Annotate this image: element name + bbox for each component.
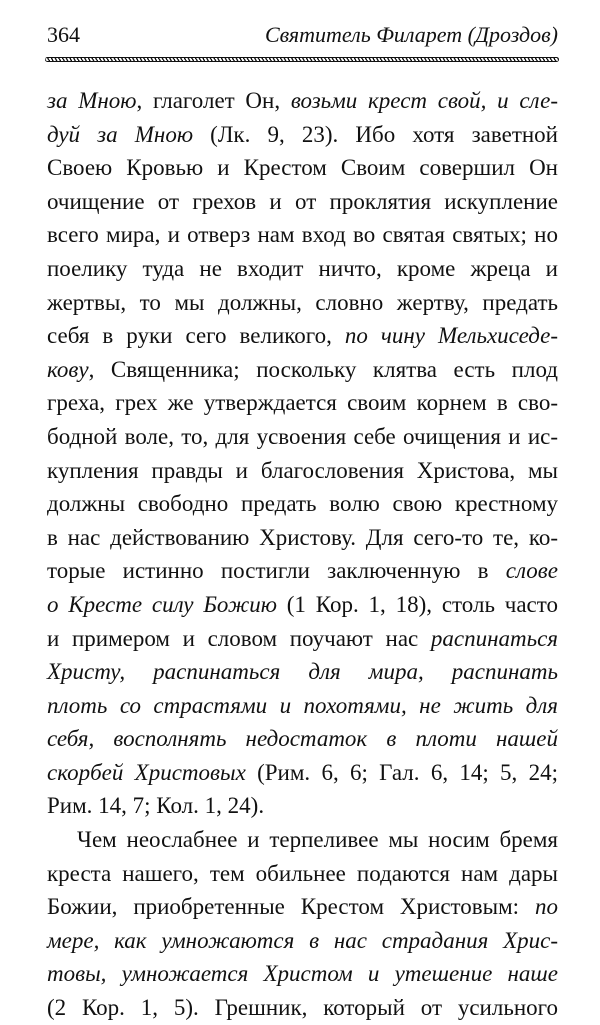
italic-quote: себя, восполнять недостаток в плоти нашей	[47, 726, 558, 752]
italic-quote: мере, как умножаются в нас страдания Хрис-	[47, 927, 558, 953]
text-line	[47, 521, 558, 555]
text-run: торые истинно постигли заключенную в	[47, 558, 506, 584]
text-run: (Лк. 9, 23). Ибо хотя заветной	[193, 121, 558, 147]
text-run: (1 Кор. 1, 18), столь часто	[276, 591, 559, 617]
text-run: купления правды и благословения Христова, мы	[47, 457, 558, 483]
text-line	[47, 991, 558, 1025]
text-line	[47, 554, 558, 588]
decorative-rope-rule	[45, 57, 559, 62]
italic-quote: возьми крест свой, и сле-	[290, 88, 558, 113]
text-run: в нас действованию Христову. Для сего-то те, ко-	[47, 524, 558, 550]
italic-quote: распинаться	[430, 625, 558, 651]
text-line	[47, 185, 558, 219]
text-line	[47, 756, 558, 790]
running-title: Святитель Филарет (Дроздов)	[264, 22, 558, 47]
italic-quote: по	[535, 894, 558, 920]
text-run: бодной воле, то, для усвоения себе очищения и ис-	[47, 423, 558, 449]
text-run: и примером и словом поучают нас	[47, 625, 431, 651]
italic-quote: о Кресте силу Божию	[47, 591, 277, 617]
text-line	[47, 588, 558, 622]
text-line	[47, 823, 558, 857]
text-run: себя в руки сего великого,	[47, 323, 345, 349]
text-line	[47, 353, 558, 387]
text-line	[47, 118, 558, 152]
text-line	[47, 286, 558, 320]
italic-quote: плоть со страстями и похотями, не жить для	[47, 692, 558, 718]
running-header	[47, 22, 558, 52]
italic-quote: по чину Мельхиседе-	[344, 323, 558, 349]
italic-quote: товы, умножается Христом и утешение наше	[47, 961, 558, 987]
text-line	[47, 924, 558, 958]
text-run: , Священника; поскольку клятва есть плод	[88, 356, 558, 382]
text-line	[47, 420, 558, 454]
text-line	[47, 890, 558, 924]
text-run: (2 Кор. 1, 5). Грешник, который от усильного	[47, 995, 558, 1021]
text-run: всего мира, и отверз нам вход во святая святых; но	[47, 222, 558, 248]
italic-quote: за Мною	[47, 88, 137, 113]
text-line	[47, 84, 558, 118]
text-line	[47, 151, 558, 185]
text-run: поелику туда не входит ничто, кроме жреца и	[47, 255, 558, 281]
text-run: очищение от грехов и от проклятия искупление	[47, 188, 558, 214]
text-run: Рим. 14, 7; Кол. 1, 24).	[47, 793, 265, 819]
text-line	[47, 386, 558, 420]
text-run: (Рим. 6, 6; Гал. 6, 14; 5, 24;	[245, 759, 558, 785]
text-line	[47, 622, 558, 656]
text-line	[47, 487, 558, 521]
text-run: Своею Кровью и Крестом Своим совершил Он	[47, 155, 558, 181]
italic-quote: Христу, распинаться для мира, распинать	[47, 659, 558, 685]
italic-quote: скорбей Христовых	[47, 759, 246, 785]
text-line	[47, 689, 558, 723]
text-run: креста нашего, тем обильнее подаются нам дары	[47, 860, 558, 886]
text-run: Божии, приобретенные Крестом Христовым:	[47, 894, 535, 920]
italic-quote: дуй за Мною	[47, 121, 194, 147]
text-line	[47, 655, 558, 689]
text-line	[47, 789, 558, 823]
text-line	[47, 722, 558, 756]
text-line	[47, 857, 558, 891]
page-number: 364	[47, 22, 80, 47]
text-run: Чем неослабнее и терпеливее мы носим бремя	[77, 827, 558, 853]
text-line	[47, 957, 558, 991]
text-line	[47, 319, 558, 353]
italic-quote: слове	[505, 558, 558, 584]
body-text	[47, 84, 558, 1025]
text-run: , глаголет Он,	[136, 88, 291, 113]
text-run: должны свободно предать волю свою крестному	[47, 491, 558, 517]
text-run: жертвы, то мы должны, словно жертву, предать	[47, 289, 558, 315]
text-line	[47, 218, 558, 252]
italic-quote: кову	[47, 356, 89, 382]
text-line	[47, 252, 558, 286]
text-run: греха, грех же утверждается своим корнем в сво-	[47, 390, 558, 416]
text-line	[47, 454, 558, 488]
